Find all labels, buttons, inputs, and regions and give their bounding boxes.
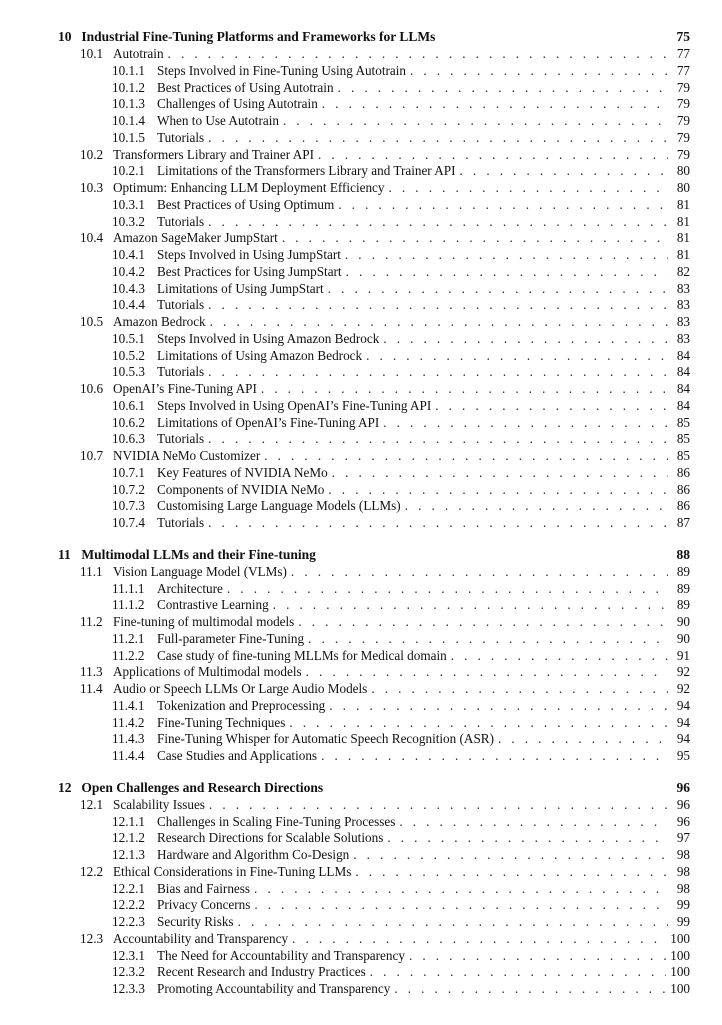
entry-number: 10.3.1 <box>112 196 145 212</box>
toc-subsection-entry[interactable] <box>58 498 690 515</box>
dot-leader <box>291 564 668 581</box>
entry-page: 83 <box>676 280 690 296</box>
dot-leader <box>322 96 668 113</box>
entry-page: 96 <box>676 813 690 829</box>
toc-chapter <box>58 546 690 765</box>
entry-page: 81 <box>676 247 690 262</box>
entry-title: Audio or Speech LLMs Or Large Audio Models <box>113 681 368 696</box>
entry-page: 92 <box>676 664 690 680</box>
dot-leader <box>353 847 668 864</box>
toc-subsection-entry[interactable] <box>58 431 690 448</box>
entry-page: 87 <box>676 515 690 530</box>
dot-leader <box>209 797 668 814</box>
entry-title: Amazon Bedrock <box>113 314 206 329</box>
entry-number: 11.2 <box>80 614 103 629</box>
dot-leader <box>345 247 668 264</box>
entry-number: 12.3.2 <box>112 964 145 980</box>
entry-number: 12.2.3 <box>112 914 145 929</box>
toc-section-entry[interactable] <box>58 448 690 465</box>
chapter-number: 12 <box>58 779 72 795</box>
dot-leader <box>273 597 668 614</box>
entry-number: 10.6.1 <box>112 397 145 413</box>
dot-leader <box>498 731 668 748</box>
entry-title: Case study of fine-tuning MLLMs for Medical domain <box>157 647 447 663</box>
entry-page: 95 <box>676 748 690 763</box>
toc-section-entry[interactable] <box>58 147 690 164</box>
entry-number: 11.1.1 <box>112 580 145 596</box>
toc-section-entry[interactable] <box>58 681 690 698</box>
entry-title: Bias and Fairness <box>157 880 251 896</box>
dot-leader <box>208 297 668 314</box>
toc-subsection-entry[interactable] <box>58 297 690 314</box>
entry-page: 86 <box>676 464 690 480</box>
dot-leader <box>308 631 668 648</box>
entry-title: Limitations of Using JumpStart <box>157 280 324 296</box>
entry-title: Security Risks <box>157 914 234 929</box>
entry-title: Tutorials <box>157 129 205 145</box>
entry-number: 10.1.2 <box>112 79 145 95</box>
entry-page: 90 <box>676 630 690 646</box>
toc-section-entry[interactable] <box>58 564 690 581</box>
toc-subsection-entry[interactable] <box>58 415 690 432</box>
entry-page: 81 <box>676 213 690 229</box>
toc-chapter <box>58 28 690 532</box>
entry-page: 85 <box>676 448 690 463</box>
entry-title: Tutorials <box>157 515 205 530</box>
dot-leader <box>318 147 668 164</box>
toc-subsection-entry[interactable] <box>58 914 690 931</box>
entry-title: Autotrain <box>113 46 164 61</box>
entry-number: 10.1.1 <box>112 62 145 78</box>
dot-leader <box>208 515 668 532</box>
entry-page: 99 <box>676 914 690 929</box>
entry-number: 12.2.1 <box>112 880 145 896</box>
entry-page: 91 <box>676 647 690 663</box>
entry-number: 11.4 <box>80 681 103 696</box>
entry-page: 81 <box>676 230 690 246</box>
toc-section-entry[interactable] <box>58 314 690 331</box>
dot-leader <box>346 264 668 281</box>
entry-title: Challenges of Using Autotrain <box>157 96 318 112</box>
dot-leader <box>283 113 668 130</box>
entry-number: 12.3.3 <box>112 981 145 996</box>
entry-page: 100 <box>670 947 690 963</box>
entry-number: 10.2.1 <box>112 163 145 179</box>
dot-leader <box>435 398 668 415</box>
entry-page: 98 <box>676 880 690 896</box>
entry-title: Scalability Issues <box>113 796 205 812</box>
entry-number: 10.5.2 <box>112 347 145 363</box>
entry-page: 86 <box>676 498 690 514</box>
entry-number: 11.4.2 <box>112 714 145 730</box>
entry-number: 11.2.1 <box>112 630 145 646</box>
chapter-number: 11 <box>58 546 71 562</box>
entry-number: 10.3.2 <box>112 213 145 229</box>
dot-leader <box>306 664 668 681</box>
entry-title: Steps Involved in Using Amazon Bedrock <box>157 330 380 346</box>
dot-leader <box>405 498 668 515</box>
entry-title: Amazon SageMaker JumpStart <box>113 230 278 246</box>
dot-leader <box>410 63 668 80</box>
entry-title: The Need for Accountability and Transparency <box>157 947 405 963</box>
entry-title: Limitations of OpenAI’s Fine-Tuning API <box>157 414 380 430</box>
toc-section-entry[interactable] <box>58 797 690 814</box>
toc-subsection-entry[interactable] <box>58 465 690 482</box>
entry-page: 83 <box>676 314 690 329</box>
entry-page: 84 <box>676 347 690 363</box>
toc-section-entry[interactable] <box>58 46 690 63</box>
entry-number: 10.2 <box>80 146 104 162</box>
dot-leader <box>264 448 668 465</box>
chapter-title-group <box>58 28 435 46</box>
toc-subsection-entry[interactable] <box>58 897 690 914</box>
entry-title: Fine-tuning of multimodal models <box>113 614 295 629</box>
entry-number: 11.1.2 <box>112 597 145 613</box>
dot-leader <box>208 130 668 147</box>
toc-subsection-entry[interactable] <box>58 96 690 113</box>
entry-number: 12.2 <box>80 863 104 879</box>
entry-number: 10.7.4 <box>112 515 145 530</box>
entry-page: 100 <box>670 964 690 980</box>
dot-leader <box>383 415 668 432</box>
chapter-heading[interactable] <box>58 779 690 797</box>
dot-leader <box>371 681 668 698</box>
dot-leader <box>298 614 668 631</box>
chapter-heading[interactable] <box>58 546 690 564</box>
toc-section-entry[interactable] <box>58 614 690 631</box>
entry-title: Steps Involved in Using OpenAI’s Fine-Tuning API <box>157 397 432 413</box>
entry-page: 86 <box>676 481 690 497</box>
entry-title: Case Studies and Applications <box>157 748 318 763</box>
entry-page: 85 <box>676 414 690 430</box>
entry-number: 10.6.3 <box>112 431 145 447</box>
dot-leader <box>289 715 668 732</box>
dot-leader <box>338 80 668 97</box>
entry-number: 12.1.3 <box>112 847 145 862</box>
dot-leader <box>366 348 668 365</box>
entry-page: 94 <box>676 731 690 747</box>
toc-subsection-entry[interactable] <box>58 981 690 998</box>
dot-leader <box>409 948 666 965</box>
dot-leader <box>451 648 668 665</box>
dot-leader <box>338 197 668 214</box>
entry-page: 79 <box>676 129 690 145</box>
entry-title: OpenAI’s Fine-Tuning API <box>113 381 257 396</box>
toc-subsection-entry[interactable] <box>58 80 690 97</box>
entry-number: 10.6 <box>80 381 104 396</box>
entry-page: 80 <box>676 180 690 195</box>
toc-subsection-entry[interactable] <box>58 731 690 748</box>
dot-leader <box>399 814 668 831</box>
entry-title: When to Use Autotrain <box>157 113 279 128</box>
entry-title: Optimum: Enhancing LLM Deployment Efficiency <box>113 180 385 195</box>
entry-number: 11.2.2 <box>112 647 145 663</box>
dot-leader <box>208 364 668 381</box>
entry-title: Hardware and Algorithm Co-Design <box>157 847 350 862</box>
entry-number: 10.1.4 <box>112 113 145 128</box>
entry-number: 10.7 <box>80 448 104 463</box>
entry-number: 10.1 <box>80 46 104 61</box>
dot-leader <box>328 482 668 499</box>
toc-subsection-entry[interactable] <box>58 398 690 415</box>
entry-page: 79 <box>676 146 690 162</box>
entry-number: 10.6.2 <box>112 414 145 430</box>
toc-subsection-entry[interactable] <box>58 247 690 264</box>
toc-subsection-entry[interactable] <box>58 814 690 831</box>
entry-number: 10.3 <box>80 180 104 195</box>
toc-subsection-entry[interactable] <box>58 482 690 499</box>
entry-page: 100 <box>670 930 690 946</box>
dot-leader <box>292 931 666 948</box>
entry-page: 100 <box>670 981 690 996</box>
entry-number: 11.4.4 <box>112 748 145 763</box>
table-of-contents <box>58 28 690 1012</box>
entry-title: Best Practices of Using Optimum <box>157 196 335 212</box>
chapter-title: Open Challenges and Research Directions <box>81 779 324 795</box>
toc-section-entry[interactable] <box>58 664 690 681</box>
entry-page: 81 <box>676 196 690 212</box>
entry-page: 82 <box>676 263 690 279</box>
entry-title: Limitations of the Transformers Library and Trainer API <box>157 163 456 179</box>
toc-subsection-entry[interactable] <box>58 881 690 898</box>
dot-leader <box>282 230 668 247</box>
toc-subsection-entry[interactable] <box>58 830 690 847</box>
entry-number: 11.1 <box>80 563 103 579</box>
toc-section-entry[interactable] <box>58 180 690 197</box>
dot-leader <box>261 381 668 398</box>
toc-subsection-entry[interactable] <box>58 597 690 614</box>
chapter-page: 75 <box>676 29 690 44</box>
dot-leader <box>238 914 668 931</box>
entry-page: 99 <box>676 897 690 913</box>
dot-leader <box>460 163 668 180</box>
entry-page: 98 <box>676 847 690 862</box>
entry-number: 10.4 <box>80 230 104 246</box>
chapter-page: 88 <box>676 546 690 562</box>
entry-number: 12.1 <box>80 796 104 812</box>
entry-title: Tutorials <box>157 213 205 229</box>
entry-page: 92 <box>676 681 690 696</box>
entry-number: 10.4.1 <box>112 247 145 262</box>
dot-leader <box>321 748 668 765</box>
entry-title: Steps Involved in Using JumpStart <box>157 247 341 262</box>
entry-page: 89 <box>676 597 690 613</box>
entry-title: Fine-Tuning Whisper for Automatic Speech Recognition (ASR) <box>157 731 494 747</box>
entry-title: Recent Research and Industry Practices <box>157 964 366 980</box>
entry-title: Contrastive Learning <box>157 597 269 613</box>
dot-leader <box>387 830 668 847</box>
entry-page: 77 <box>676 62 690 78</box>
dot-leader <box>210 314 668 331</box>
entry-page: 89 <box>676 580 690 596</box>
toc-subsection-entry[interactable] <box>58 197 690 214</box>
chapter-page: 96 <box>676 779 690 795</box>
dot-leader <box>332 465 668 482</box>
entry-number: 11.4.1 <box>112 697 145 713</box>
entry-page: 96 <box>676 796 690 812</box>
entry-page: 94 <box>676 697 690 713</box>
dot-leader <box>227 581 668 598</box>
entry-page: 79 <box>676 79 690 95</box>
toc-subsection-entry[interactable] <box>58 698 690 715</box>
entry-number: 10.7.3 <box>112 498 145 514</box>
toc-subsection-entry[interactable] <box>58 581 690 598</box>
dot-leader <box>329 698 668 715</box>
entry-title: Research Directions for Scalable Solutions <box>157 830 384 846</box>
toc-subsection-entry[interactable] <box>58 63 690 80</box>
entry-page: 83 <box>676 330 690 346</box>
toc-subsection-entry[interactable] <box>58 364 690 381</box>
entry-title: Fine-Tuning Techniques <box>157 714 286 730</box>
entry-title: Tokenization and Preprocessing <box>157 697 326 713</box>
entry-title: Full-parameter Fine-Tuning <box>157 630 305 646</box>
entry-title: Transformers Library and Trainer API <box>113 146 314 162</box>
entry-page: 89 <box>676 563 690 579</box>
dot-leader <box>383 331 668 348</box>
toc-subsection-entry[interactable] <box>58 648 690 665</box>
toc-subsection-entry[interactable] <box>58 331 690 348</box>
dot-leader <box>389 180 668 197</box>
entry-page: 79 <box>676 113 690 128</box>
dot-leader <box>208 431 668 448</box>
toc-subsection-entry[interactable] <box>58 281 690 298</box>
entry-title: Challenges in Scaling Fine-Tuning Processes <box>157 813 396 829</box>
entry-page: 94 <box>676 714 690 730</box>
toc-subsection-entry[interactable] <box>58 264 690 281</box>
entry-title: Tutorials <box>157 431 205 447</box>
entry-page: 77 <box>676 46 690 61</box>
toc-section-entry[interactable] <box>58 381 690 398</box>
entry-page: 98 <box>676 863 690 879</box>
entry-title: Best Practices for Using JumpStart <box>157 263 342 279</box>
toc-subsection-entry[interactable] <box>58 113 690 130</box>
entry-title: Tutorials <box>157 364 205 380</box>
entry-number: 10.4.4 <box>112 297 145 313</box>
entry-title: Best Practices of Using Autotrain <box>157 79 334 95</box>
entry-title: Accountability and Transparency <box>113 930 289 946</box>
toc-subsection-entry[interactable] <box>58 515 690 532</box>
entry-title: Architecture <box>157 580 223 596</box>
entry-number: 10.5.3 <box>112 364 145 380</box>
entry-number: 10.1.3 <box>112 96 145 112</box>
entry-number: 10.7.2 <box>112 481 145 497</box>
entry-page: 97 <box>676 830 690 846</box>
toc-subsection-entry[interactable] <box>58 948 690 965</box>
chapter-heading[interactable] <box>58 28 690 46</box>
entry-number: 11.4.3 <box>112 731 145 747</box>
chapter-title: Multimodal LLMs and their Fine-tuning <box>81 546 316 562</box>
entry-number: 12.1.2 <box>112 830 145 846</box>
chapter-title-group <box>58 546 316 564</box>
entry-title: Vision Language Model (VLMs) <box>113 563 287 579</box>
entry-number: 10.7.1 <box>112 464 145 480</box>
entry-title: Applications of Multimodal models <box>113 664 302 680</box>
entry-number: 10.5.1 <box>112 330 145 346</box>
entry-title: Limitations of Using Amazon Bedrock <box>157 347 363 363</box>
entry-number: 12.1.1 <box>112 813 145 829</box>
toc-subsection-entry[interactable] <box>58 163 690 180</box>
chapter-title-group <box>58 779 323 797</box>
entry-title: Key Features of NVIDIA NeMo <box>157 464 328 480</box>
entry-title: Tutorials <box>157 297 205 313</box>
entry-title: Ethical Considerations in Fine-Tuning LLMs <box>113 863 352 879</box>
entry-page: 80 <box>676 163 690 179</box>
dot-leader <box>254 897 668 914</box>
entry-title: Steps Involved in Fine-Tuning Using Autotrain <box>157 62 406 78</box>
dot-leader <box>328 281 668 298</box>
entry-number: 12.2.2 <box>112 897 145 913</box>
entry-title: Promoting Accountability and Transparency <box>157 981 391 996</box>
entry-title: Privacy Concerns <box>157 897 251 913</box>
toc-subsection-entry[interactable] <box>58 847 690 864</box>
toc-section-entry[interactable] <box>58 931 690 948</box>
dot-leader <box>355 864 668 881</box>
entry-number: 12.3 <box>80 930 104 946</box>
entry-page: 85 <box>676 431 690 447</box>
entry-page: 90 <box>676 614 690 629</box>
toc-chapter <box>58 779 690 998</box>
toc-subsection-entry[interactable] <box>58 964 690 981</box>
entry-number: 10.4.3 <box>112 280 145 296</box>
entry-number: 10.4.2 <box>112 263 145 279</box>
toc-subsection-entry[interactable] <box>58 214 690 231</box>
entry-number: 12.3.1 <box>112 947 145 963</box>
entry-page: 84 <box>676 397 690 413</box>
entry-number: 11.3 <box>80 664 103 680</box>
entry-page: 84 <box>676 381 690 396</box>
dot-leader <box>208 214 668 231</box>
toc-section-entry[interactable] <box>58 230 690 247</box>
entry-page: 84 <box>676 364 690 380</box>
chapter-number: 10 <box>58 29 72 44</box>
dot-leader <box>254 881 668 898</box>
entry-title: Components of NVIDIA NeMo <box>157 481 325 497</box>
toc-subsection-entry[interactable] <box>58 631 690 648</box>
dot-leader <box>168 46 668 63</box>
entry-title: NVIDIA NeMo Customizer <box>113 448 261 463</box>
dot-leader <box>394 981 666 998</box>
entry-page: 83 <box>676 297 690 313</box>
entry-number: 10.1.5 <box>112 129 145 145</box>
entry-number: 10.5 <box>80 314 104 329</box>
toc-subsection-entry[interactable] <box>58 748 690 765</box>
chapter-title: Industrial Fine-Tuning Platforms and Frameworks for LLMs <box>81 29 436 44</box>
dot-leader <box>370 964 666 981</box>
toc-subsection-entry[interactable] <box>58 715 690 732</box>
entry-title: Customising Large Language Models (LLMs) <box>157 498 401 514</box>
entry-page: 79 <box>676 96 690 112</box>
toc-subsection-entry[interactable] <box>58 130 690 147</box>
toc-section-entry[interactable] <box>58 864 690 881</box>
toc-subsection-entry[interactable] <box>58 348 690 365</box>
